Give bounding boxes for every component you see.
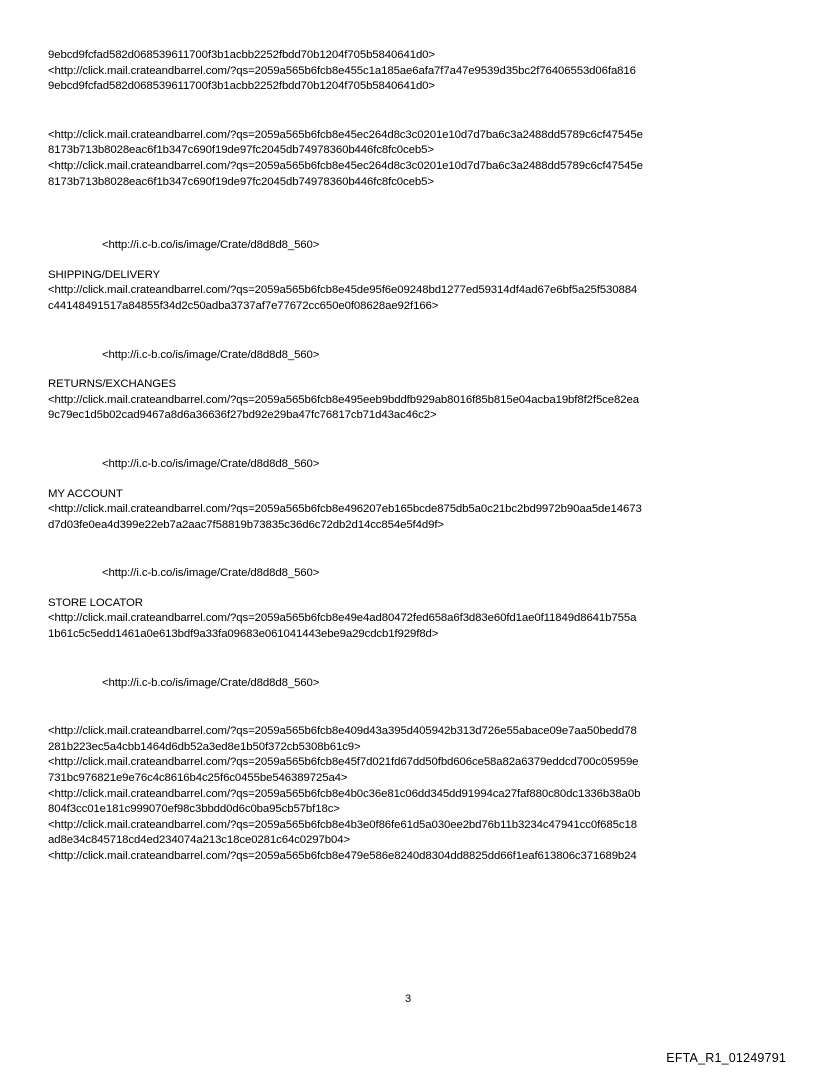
image-link: <http://i.c-b.co/is/image/Crate/d8d8d8_560>: [102, 676, 320, 689]
url-line: 281b223ec5a4cbb1464d6db52a3ed8e1b50f372cb5308b61c9>: [48, 740, 361, 753]
url-line: 9ebcd9fcfad582d068539611700f3b1acbb2252fbdd70b1204f705b5840641d0>: [48, 49, 435, 61]
url-block-top: [48, 48, 778, 95]
url-line: 731bc976821e9e76c4c8616b4c25f6c0455be546389725a4>: [48, 772, 348, 785]
section-heading: SHIPPING/DELIVERY: [48, 268, 161, 281]
section-heading: RETURNS/EXCHANGES: [48, 378, 177, 391]
url-line: <http://click.mail.crateandbarrel.com/?qs=2059a565b6fcb8e4b0c36e81c06dd345dd91994ca27faf880c80dc1336b38a0b: [48, 787, 641, 800]
section-returns-exchanges: [48, 377, 778, 424]
section-my-account: [48, 487, 778, 534]
image-link: <http://i.c-b.co/is/image/Crate/d8d8d8_560>: [102, 457, 320, 470]
section-heading: STORE LOCATOR: [48, 596, 143, 609]
url-line: <http://click.mail.crateandbarrel.com/?qs=2059a565b6fcb8e479e586e8240d8304dd8825dd66f1eaf613806c371689b24: [48, 850, 637, 862]
document-id-stamp: EFTA_R1_01249791: [666, 1051, 786, 1065]
url-line: 804f3cc01e181c999070ef98c3bbdd0d6c0ba95cb57bf18c>: [48, 803, 340, 816]
url-line: 1b61c5c5edd1461a0e613bdf9a33fa09683e061041443ebe9a29cdcb1f929f8d>: [48, 628, 439, 641]
document-body: [48, 48, 778, 865]
url-line: c44148491517a84855f34d2c50adba3737af7e77672cc650e0f08628ae92f166>: [48, 299, 439, 312]
page-number: 3: [404, 993, 412, 1005]
section-shipping-delivery: [48, 268, 778, 315]
url-block-final: [48, 724, 778, 864]
url-line: 9ebcd9fcfad582d068539611700f3b1acbb2252fbdd70b1204f705b5840641d0>: [48, 80, 435, 93]
url-line: <http://click.mail.crateandbarrel.com/?qs=2059a565b6fcb8e45f7d021fd67dd50fbd606ce58a82a6379eddcd700c05959e: [48, 756, 639, 769]
section-store-locator: [48, 596, 778, 643]
url-line: <http://click.mail.crateandbarrel.com/?qs=2059a565b6fcb8e49e4ad80472fed658a6f3d83e60fd1ae0f11849d8641b755a: [48, 612, 637, 625]
url-line: <http://click.mail.crateandbarrel.com/?qs=2059a565b6fcb8e45de95f6e09248bd1277ed59314df4ad67e6bf5a25f530884: [48, 284, 638, 297]
url-line: d7d03fe0ea4d399e22eb7a2aac7f58819b73835c36d6c72db2d14cc854e5f4d9f>: [48, 518, 444, 531]
url-line: 8173b713b8028eac6f1b347c690f19de97fc2045db74978360b446fc8fc0ceb5>: [48, 144, 434, 157]
url-line: <http://click.mail.crateandbarrel.com/?qs=2059a565b6fcb8e495eeb9bddfb929ab8016f85b815e04acba19bf8f2f5ce82ea: [48, 393, 639, 406]
url-line: <http://click.mail.crateandbarrel.com/?qs=2059a565b6fcb8e45ec264d8c3c0201e10d7d7ba6c3a2488dd5789c6cf47545e: [48, 159, 643, 172]
url-block-second: [48, 128, 778, 190]
url-line: <http://click.mail.crateandbarrel.com/?qs=2059a565b6fcb8e496207eb165bcde875db5a0c21bc2bd9972b90aa5de14673: [48, 503, 642, 516]
url-line: <http://click.mail.crateandbarrel.com/?qs=2059a565b6fcb8e4b3e0f86fe61d5a030ee2bd76b11b3234c47941cc0f685c18: [48, 818, 637, 831]
image-link: <http://i.c-b.co/is/image/Crate/d8d8d8_560>: [102, 348, 320, 361]
url-line: ad8e34c845718cd4ed234074a213c18ce0281c64c0297b04>: [48, 834, 350, 847]
url-line: 9c79ec1d5b02cad9467a8d6a36636f27bd92e29ba47fc76817cb71d43ac46c2>: [48, 409, 437, 422]
url-line: <http://click.mail.crateandbarrel.com/?qs=2059a565b6fcb8e45ec264d8c3c0201e10d7d7ba6c3a2488dd5789c6cf47545e: [48, 128, 643, 141]
section-heading: MY ACCOUNT: [48, 487, 123, 500]
url-line: 8173b713b8028eac6f1b347c690f19de97fc2045db74978360b446fc8fc0ceb5>: [48, 175, 434, 188]
url-line: <http://click.mail.crateandbarrel.com/?qs=2059a565b6fcb8e455c1a185ae6afa7f7a47e9539d35bc2f76406553d06fa816: [48, 64, 636, 77]
image-link: <http://i.c-b.co/is/image/Crate/d8d8d8_560>: [102, 567, 320, 580]
image-link: <http://i.c-b.co/is/image/Crate/d8d8d8_560>: [102, 239, 320, 252]
url-line: <http://click.mail.crateandbarrel.com/?qs=2059a565b6fcb8e409d43a395d405942b313d726e55abace09e7aa50bedd78: [48, 725, 637, 738]
